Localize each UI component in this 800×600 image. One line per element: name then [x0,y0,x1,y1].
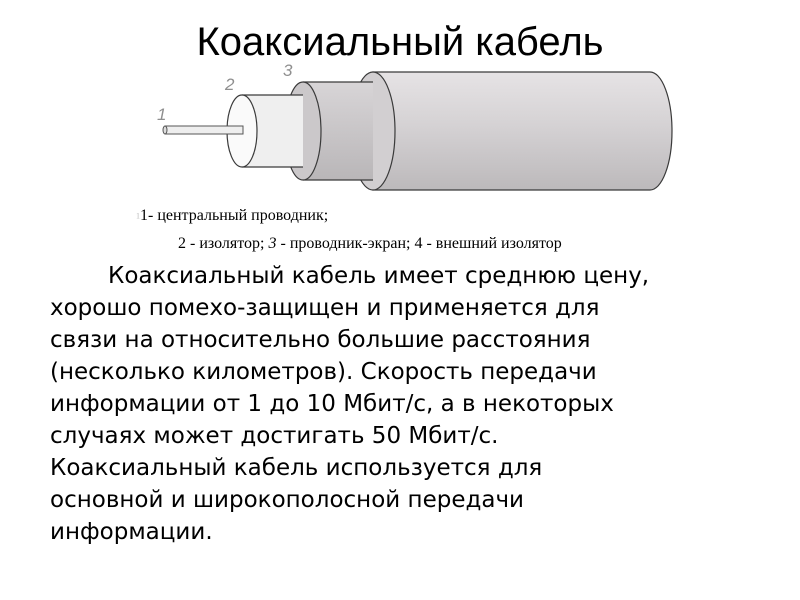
caption-marker: 1 [136,211,140,221]
slide-title: Коаксиальный кабель [196,20,604,64]
caption-italic-number: 3 [268,235,277,252]
body-line: связи на относительно большие расстояния [50,327,591,353]
figure-label-3: 3 [283,61,293,80]
figure-caption-line-1 [136,206,328,226]
body-line: информации. [50,519,213,545]
figure-label-2: 2 [225,75,235,94]
caption-text-1: 1- центральный проводник; [140,207,329,224]
caption-part-1: 2 - изолятор; [178,235,269,252]
body-line: Коаксиальный кабель имеет среднюю цену, [108,263,650,289]
body-paragraph [50,260,775,548]
coaxial-cable-illustration [145,60,675,205]
central-conductor [163,126,243,134]
body-line: информации от 1 до 10 Мбит/с, а в некоторых [50,391,614,417]
caption-part-2: - проводник-экран; 4 - внешний изолятор [276,235,562,252]
body-line: случаях может достигать 50 Мбит/с. [50,423,499,449]
body-line: хорошо помехо-защищен и применяется для [50,295,600,321]
body-line: Коаксиальный кабель используется для [50,455,543,481]
figure-label-1: 1 [157,105,167,124]
figure-caption-line-2 [178,234,562,254]
body-line: (несколько километров). Скорость передачи [50,359,597,385]
outer-jacket-layer [351,72,672,190]
body-line: основной и широкополосной передачи [50,487,525,513]
